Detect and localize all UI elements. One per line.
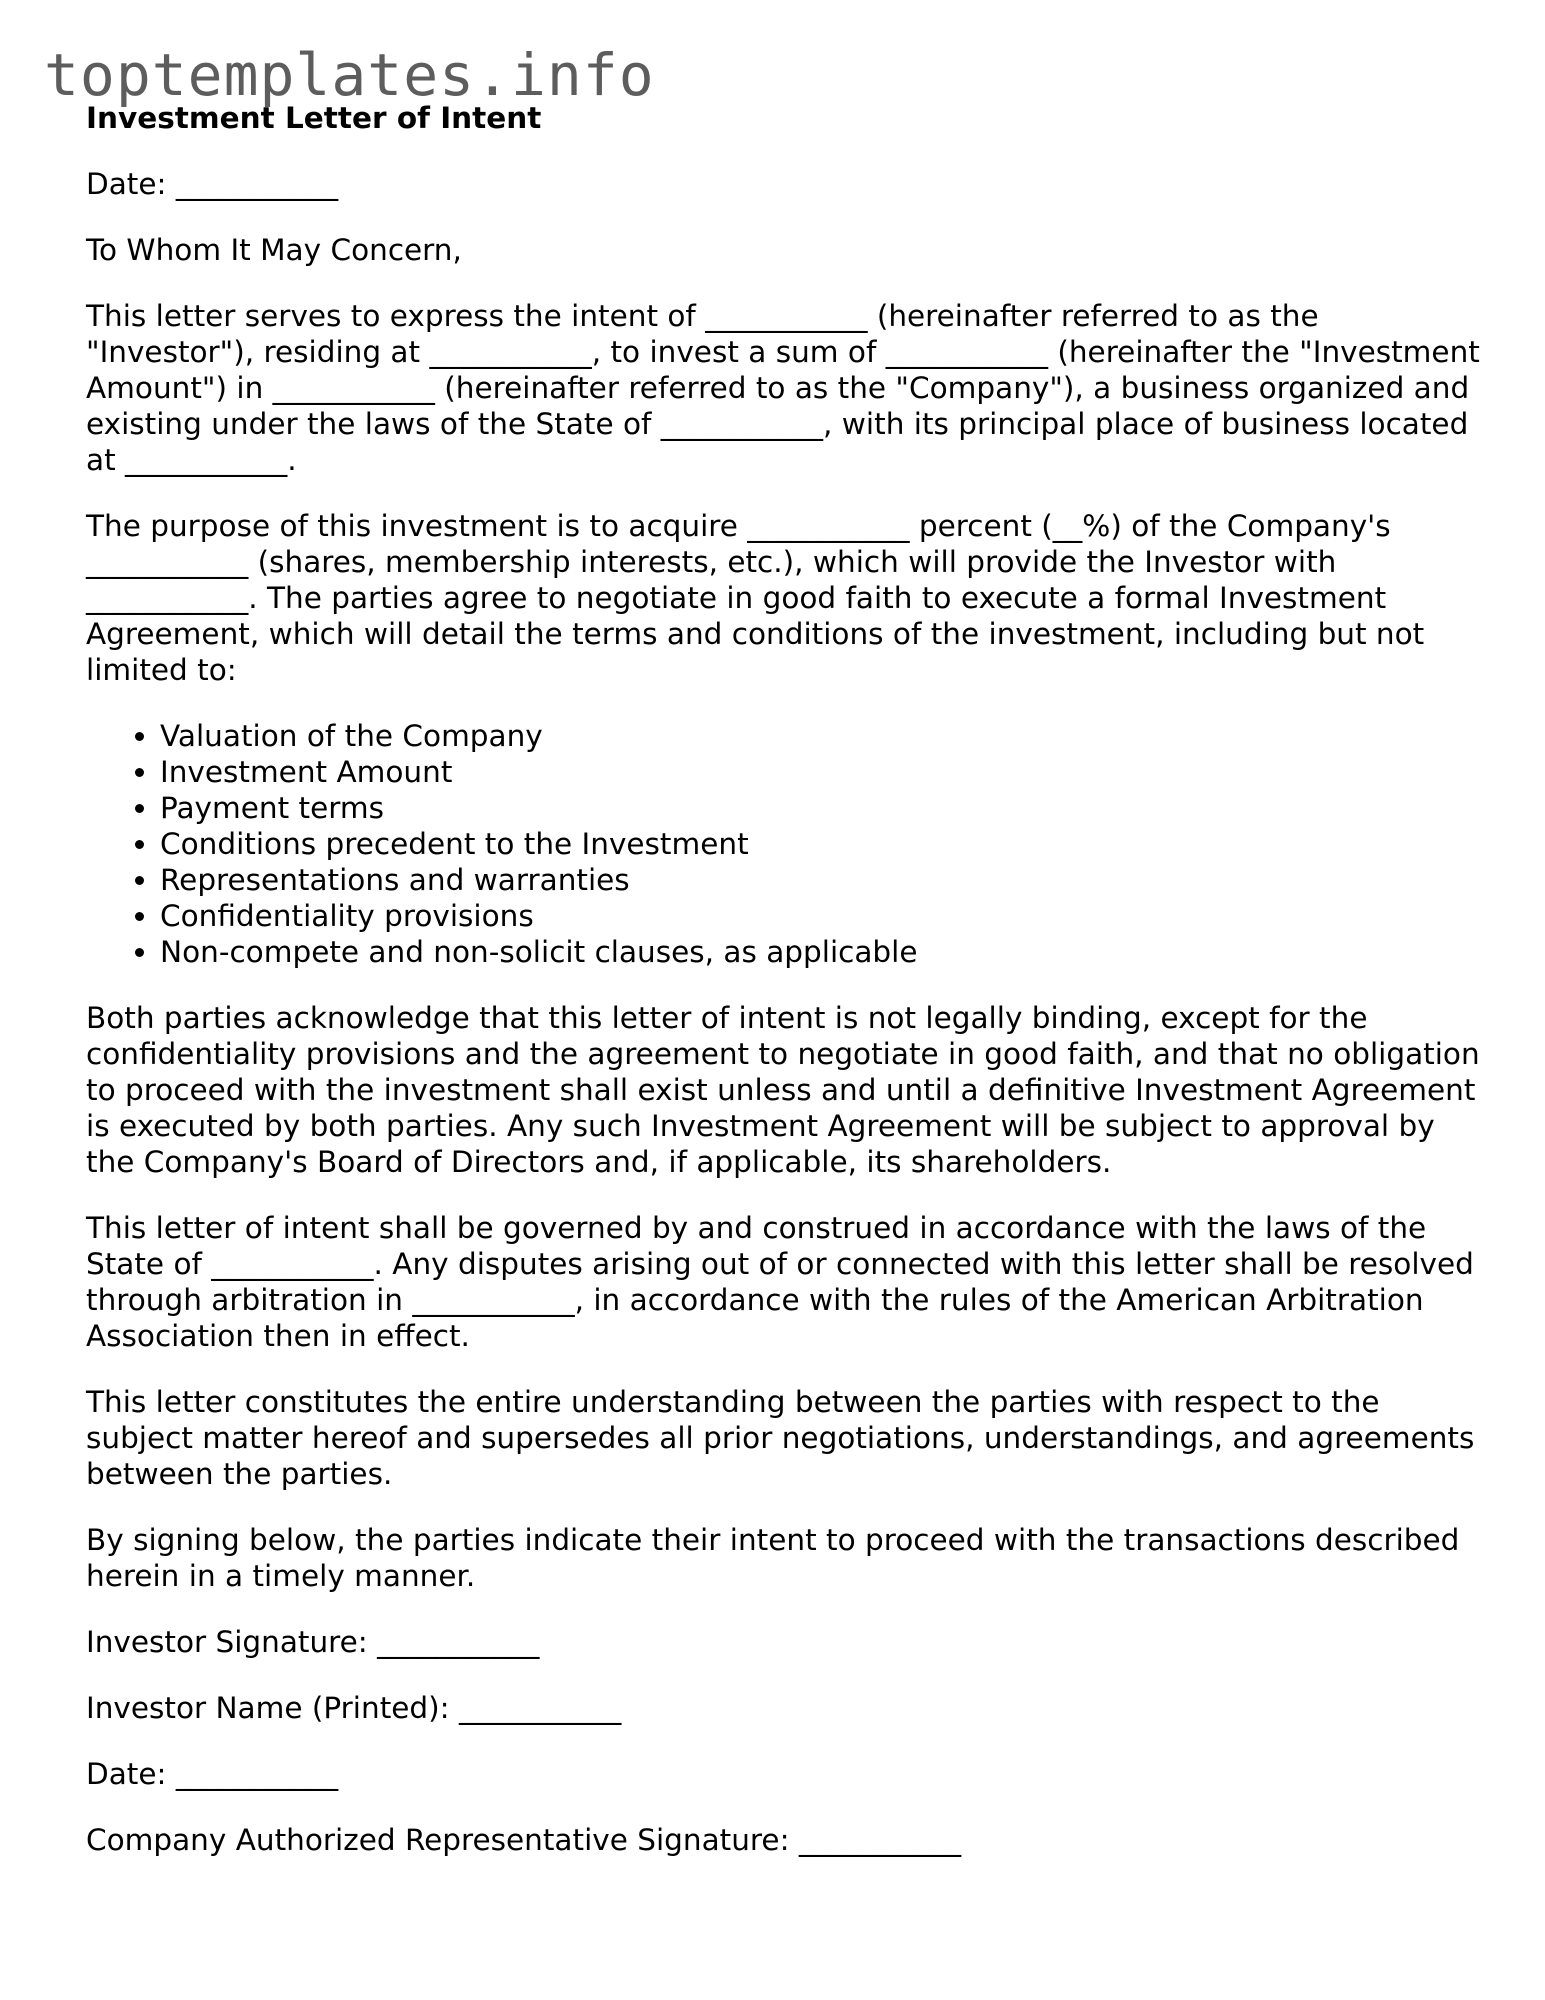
paragraph-governing-law: This letter of intent shall be governed by and construed in accordance with the laws of the State of ___________. Any disputes arising out of or connected with this letter shall be resolved through arbitration in ___________, in accordance with the rules of the American Arbitration Association then in effect. [86,1211,1474,1353]
list-item: • Representations and warranties [160,862,1486,898]
paragraph-purpose: The purpose of this investment is to acquire ___________ percent (__%) of the Company's ___________ (shares, membership interests, etc.), which will provide the Investor with ___________. The parties agree to negotiate in good faith to execute a formal Investment Agreement, which will detail the terms and conditions of the investment, including but not limited to: [86,509,1425,687]
list-item: • Conditions precedent to the Investment [160,826,1486,862]
paragraph-non-binding: Both parties acknowledge that this letter of intent is not legally binding, except for the confidentiality provisions and the agreement to negotiate in good faith, and that no obligation to proceed with the investment shall exist unless and until a definitive Investment Agreement is executed by both parties. Any such Investment Agreement will be subject to approval by the Company's Board of Directors and, if applicable, its shareholders. [86,1001,1480,1179]
paragraph-intent: This letter serves to express the intent of ___________ (hereinafter referred to as the "Investor"), residing at ___________, to invest a sum of ___________ (hereinafter the "Investment Amount") in ___________ (hereinafter referred to as the "Company"), a business organized and existing under the laws of the State of ___________, with its principal place of business located at ___________. [86,299,1480,477]
signature-date-line: Date: ___________ [86,1757,339,1791]
list-item: • Investment Amount [160,754,1486,790]
date-line: Date: ___________ [86,167,339,201]
document-body [86,100,1486,1888]
document-title: Investment Letter of Intent [86,101,542,135]
investor-signature-line: Investor Signature: ___________ [86,1625,540,1659]
paragraph-entire-agreement: This letter constitutes the entire understanding between the parties with respect to the subject matter hereof and supersedes all prior negotiations, understandings, and agreements between the parties. [86,1385,1475,1491]
list-item: • Confidentiality provisions [160,898,1486,934]
paragraph-signing: By signing below, the parties indicate their intent to proceed with the transactions described herein in a timely manner. [86,1523,1460,1593]
company-signature-line: Company Authorized Representative Signature: ___________ [86,1823,962,1857]
investor-name-line: Investor Name (Printed): ___________ [86,1691,622,1725]
watermark-logo: toptemplates.info [44,41,655,109]
list-item: • Valuation of the Company [160,718,1486,754]
list-item: • Payment terms [160,790,1486,826]
terms-list [86,718,1486,970]
list-item: • Non-compete and non-solicit clauses, as applicable [160,934,1486,970]
salutation: To Whom It May Concern, [86,233,462,267]
